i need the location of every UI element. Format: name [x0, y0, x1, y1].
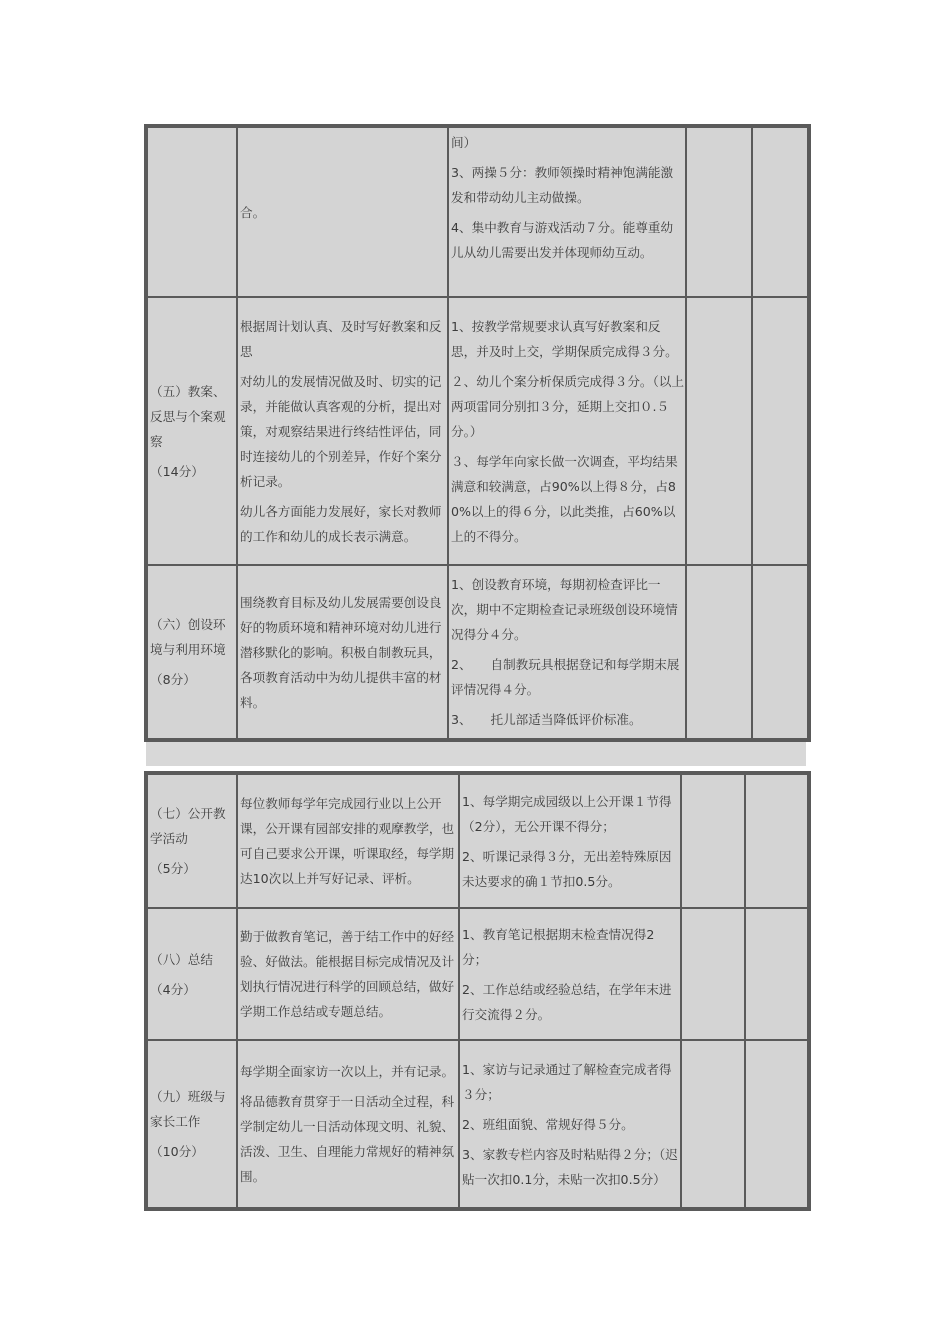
remark-cell — [752, 565, 808, 739]
category-cell — [147, 297, 237, 565]
remark-cell — [752, 127, 808, 297]
table-row — [147, 774, 808, 908]
category-score: （8分） — [150, 672, 196, 687]
category-score: （14分） — [150, 463, 204, 479]
category-label: （六）创设环境与利用环境 — [150, 617, 226, 657]
requirements-cell — [237, 908, 459, 1040]
standard-text: 3、 托儿部适当降低评价标准。 — [451, 712, 642, 727]
requirements-cell — [237, 774, 459, 908]
standard-text: 2、工作总结或经验总结，在学年末进行交流得２分。 — [462, 981, 672, 1022]
requirement-text: 对幼儿的发展情况做及时、切实的记录，并能做认真客观的分析，提出对策，对观察结果进行终结性评估，同时连接幼儿的个别差异，作好个案分析记录。 — [240, 373, 442, 489]
category-score: （4分） — [150, 981, 196, 997]
standard-text: 1、按教学常规要求认真写好教案和反思，并及时上交，学期保质完成得３分。 — [451, 318, 678, 359]
standard-text: 1、家访与记录通过了解检查完成者得３分； — [462, 1061, 672, 1102]
score-cell — [681, 908, 745, 1040]
standard-text: 1、教育笔记根据期末检查情况得2分； — [462, 926, 655, 967]
category-cell — [147, 774, 237, 908]
requirement-text: 每位教师每学年完成园行业以上公开课，公开课有园部安排的观摩教学，也可自己要求公开课，听课取经，每学期达10次以上并写好记录、评析。 — [240, 796, 455, 886]
requirement-text: 合。 — [240, 204, 266, 220]
score-cell — [681, 1040, 745, 1208]
category-label: （八）总结 — [150, 951, 213, 967]
standard-text: 间） — [451, 135, 477, 150]
table-row — [147, 908, 808, 1040]
table-row — [147, 565, 808, 739]
category-label: （七）公开教学活动 — [150, 806, 226, 846]
remark-cell — [752, 297, 808, 565]
category-cell — [147, 127, 237, 297]
standard-text: 1、创设教育环境，每期初检查评比一次，期中不定期检查记录班级创设环境情况得分４分。 — [451, 577, 678, 642]
requirement-text: 勤于做教育笔记，善于结工作中的好经验、好做法。能根据目标完成情况及计划执行情况进行科学的回顾总结，做好学期工作总结或专题总结。 — [240, 929, 455, 1019]
requirement-text: 根据周计划认真、及时写好教案和反思 — [240, 318, 442, 359]
standard-text: 1、每学期完成园级以上公开课１节得（2分），无公开课不得分； — [462, 793, 672, 834]
standards-cell — [448, 565, 686, 739]
standard-text: ２、幼儿个案分析保质完成得３分。（以上两项雷同分别扣３分，延期上交扣０.５分。） — [451, 373, 684, 439]
requirements-cell — [237, 1040, 459, 1208]
standard-text: 2、 自制教玩具根据登记和每学期末展评情况得４分。 — [451, 657, 680, 697]
category-score: （5分） — [150, 861, 196, 876]
remark-cell — [745, 1040, 808, 1208]
requirement-text: 幼儿各方面能力发展好，家长对教师的工作和幼儿的成长表示满意。 — [240, 503, 442, 544]
standards-cell — [459, 1040, 681, 1208]
category-label: （九）班级与家长工作 — [150, 1089, 226, 1129]
requirements-cell — [237, 127, 448, 297]
score-cell — [686, 297, 752, 565]
standards-cell — [459, 774, 681, 908]
requirements-cell — [237, 297, 448, 565]
requirement-text: 围绕教育目标及幼儿发展需要创设良好的物质环境和精神环境对幼儿进行潜移默化的影响。积极自制教玩具，各项教育活动中为幼儿提供丰富的材料。 — [240, 594, 442, 710]
evaluation-table-part-2 — [144, 771, 811, 1211]
score-cell — [686, 127, 752, 297]
category-cell — [147, 908, 237, 1040]
score-cell — [681, 774, 745, 908]
category-cell — [147, 1040, 237, 1208]
standards-cell — [448, 127, 686, 297]
standard-text: 4、集中教育与游戏活动７分。能尊重幼儿从幼儿需要出发并体现师幼互动。 — [451, 220, 674, 260]
requirements-cell — [237, 565, 448, 739]
standard-text: 3、家教专栏内容及时粘贴得２分；（迟贴一次扣0.1分，未贴一次扣0.5分） — [462, 1146, 678, 1187]
category-cell — [147, 565, 237, 739]
remark-cell — [745, 774, 808, 908]
table-row — [147, 297, 808, 565]
standard-text: ３、每学年向家长做一次调查，平均结果满意和较满意，占90%以上得８分，占80%以上的得６分，以此类推，占60%以上的不得分。 — [451, 453, 678, 544]
score-cell — [686, 565, 752, 739]
requirement-text: 每学期全面家访一次以上，并有记录。 — [240, 1064, 455, 1079]
requirement-text: 将品德教育贯穿于一日活动全过程，科学制定幼儿一日活动体现文明、礼貌、活泼、卫生、自理能力常规好的精神氛围。 — [240, 1094, 455, 1184]
table-row — [147, 1040, 808, 1208]
category-score: （10分） — [150, 1144, 204, 1159]
standard-text: 2、听课记录得３分，无出差特殊原因未达要求的确１节扣0.5分。 — [462, 848, 672, 889]
table-row — [147, 127, 808, 297]
standard-text: 3、两操５分：教师领操时精神饱满能激发和带动幼儿主动做操。 — [451, 165, 674, 205]
evaluation-table-part-1 — [144, 124, 811, 742]
standard-text: 2、班组面貌、常规好得５分。 — [462, 1116, 634, 1132]
standards-cell — [459, 908, 681, 1040]
table-gap-band — [146, 742, 806, 766]
remark-cell — [745, 908, 808, 1040]
standards-cell — [448, 297, 686, 565]
category-label: （五）教案、反思与个案观察 — [150, 383, 226, 449]
